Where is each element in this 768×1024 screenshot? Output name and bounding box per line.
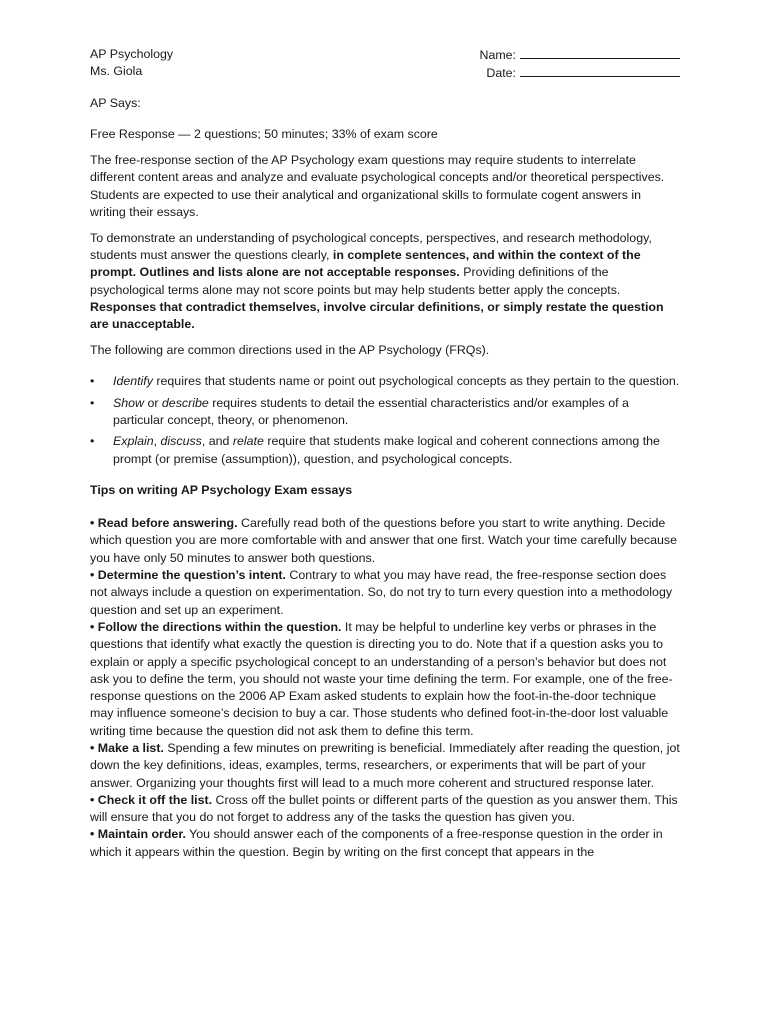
document-page: [90, 46, 680, 861]
tip-bullet: •: [90, 792, 98, 807]
course-info: [90, 46, 173, 81]
directive-explain: Explain: [113, 434, 154, 449]
tip-bullet: •: [90, 516, 98, 531]
tip-bullet: •: [90, 741, 98, 755]
tip-item: [90, 619, 680, 740]
tip-item: [90, 567, 680, 619]
tip-title: Determine the question’s intent.: [97, 568, 286, 583]
tip-item: [90, 792, 680, 827]
directive-text: require that students make logical and coherent connections among the prompt (or premise (assumption)), question, and psychological concepts.: [113, 434, 660, 466]
free-response-summary: Free Response — 2 questions; 50 minutes; 33% of exam score: [90, 127, 438, 142]
tip-text: Contrary to what you may have read, the free-response section does not always include a question on experimentation. So, do not try to turn every question into a methodology question and set up an experiment.: [90, 568, 673, 617]
list-item: [90, 395, 680, 430]
paragraph-directions-intro: The following are common directions used in the AP Psychology (FRQs).: [90, 343, 490, 358]
course-title: AP Psychology: [90, 47, 174, 61]
directive-relate: relate: [232, 434, 264, 449]
name-row: [480, 46, 681, 64]
tip-title: Read before answering.: [97, 516, 238, 531]
tip-text: Spending a few minutes on prewriting is beneficial. Immediately after reading the question, jot down the key definitions, ideas, examples, terms, researchers, or experiments that will be part of your answer. Organizing your thoughts first will lead to a much more coherent and structured response later.: [90, 741, 680, 790]
tip-text: Carefully read both of the questions before you start to write anything. Decide which question you are more comfortable with and answer that one first. Watch your time carefully because you have only 50 minutes to answer both questions.: [90, 516, 678, 565]
directions-list: [90, 373, 680, 467]
requirements-text-c: Providing definitions of the psychological terms alone may not score points but may help students better apply the concepts.: [90, 265, 621, 297]
directive-identify: Identify: [113, 374, 153, 389]
directive-show: Show: [113, 395, 144, 410]
name-label: Name:: [479, 48, 516, 62]
directive-describe: describe: [161, 395, 209, 410]
list-item: [90, 373, 680, 390]
teacher-name: Ms. Giola: [90, 64, 143, 79]
requirements-emphasis-2: Responses that contradict themselves, involve circular definitions, or simply restate the question are unacceptable.: [90, 299, 664, 332]
date-label: Date:: [486, 66, 516, 81]
directive-text: requires students to detail the essential characteristics and/or examples of a particular concept, theory, or phenomenon.: [113, 395, 629, 427]
directive-sep: ,: [153, 434, 161, 449]
name-blank[interactable]: [520, 46, 680, 59]
tip-item: [90, 826, 680, 861]
tip-item: [90, 740, 680, 792]
tip-bullet: •: [90, 568, 98, 583]
tip-title: Follow the directions within the question.: [97, 619, 342, 634]
requirements-text-a: To demonstrate an understanding of psychological concepts, perspectives, and research methodology, students must answer the questions clearly,: [90, 230, 652, 263]
tip-title: Maintain order.: [97, 827, 186, 842]
paragraph-intro: The free-response section of the AP Psychology exam questions may require students to interrelate different content areas and analyze and evaluate psychological concepts and/or theoretical perspectives. Students are expected to use their analytical and organizational skills to formulate cogent answers in writing their essays.: [90, 153, 665, 219]
tip-title: Check it off the list.: [97, 792, 213, 807]
student-info: [480, 46, 681, 83]
directive-text: requires that students name or point out psychological concepts as they pertain to the question.: [152, 374, 680, 389]
ap-says-heading: AP Says:: [90, 96, 141, 110]
tip-title: Make a list.: [97, 741, 164, 755]
bullet-icon: •: [90, 434, 95, 449]
tips-heading: Tips on writing AP Psychology Exam essays: [90, 482, 353, 497]
tip-text: It may be helpful to underline key verbs or phrases in the questions that identify what exactly the question is directing you to do. Note that if a question asks you to explain or apply a specific psychological concept to an understanding of a person’s behavior but does not ask you to define the term, you should not waste your time defining the term. For example, one of the free-response questions on the 2006 AP Exam asked students to explain how the foot-in-the-door technique may influence someone’s decision to buy a car. Those students who defined foot-in-the-door lost valuable writing time because the question did not ask them to define this term.: [90, 619, 673, 738]
list-item: [90, 433, 680, 468]
requirements-emphasis-1: in complete sentences, and within the context of the prompt. Outlines and lists alone are not acceptable responses.: [90, 248, 641, 280]
directive-sep: or: [144, 395, 162, 410]
date-blank[interactable]: [520, 64, 680, 77]
tip-item: [90, 515, 680, 567]
directive-discuss: discuss: [160, 434, 202, 449]
tips-list: [90, 515, 680, 861]
tip-text: You should answer each of the components of a free-response question in the order in which it appears within the question. Begin by writing on the first concept that appears in the: [90, 827, 663, 859]
document-header: [90, 46, 680, 81]
date-row: [480, 64, 681, 82]
paragraph-requirements: [90, 230, 680, 334]
tip-text: Cross off the bullet points or different parts of the question as you answer them. This will ensure that you do not forget to address any of the tasks the question has given you.: [90, 792, 678, 825]
tip-bullet: •: [90, 619, 98, 634]
bullet-icon: •: [90, 395, 95, 410]
bullet-icon: •: [90, 374, 95, 389]
directive-sep: , and: [201, 434, 233, 449]
tip-bullet: •: [90, 827, 98, 842]
